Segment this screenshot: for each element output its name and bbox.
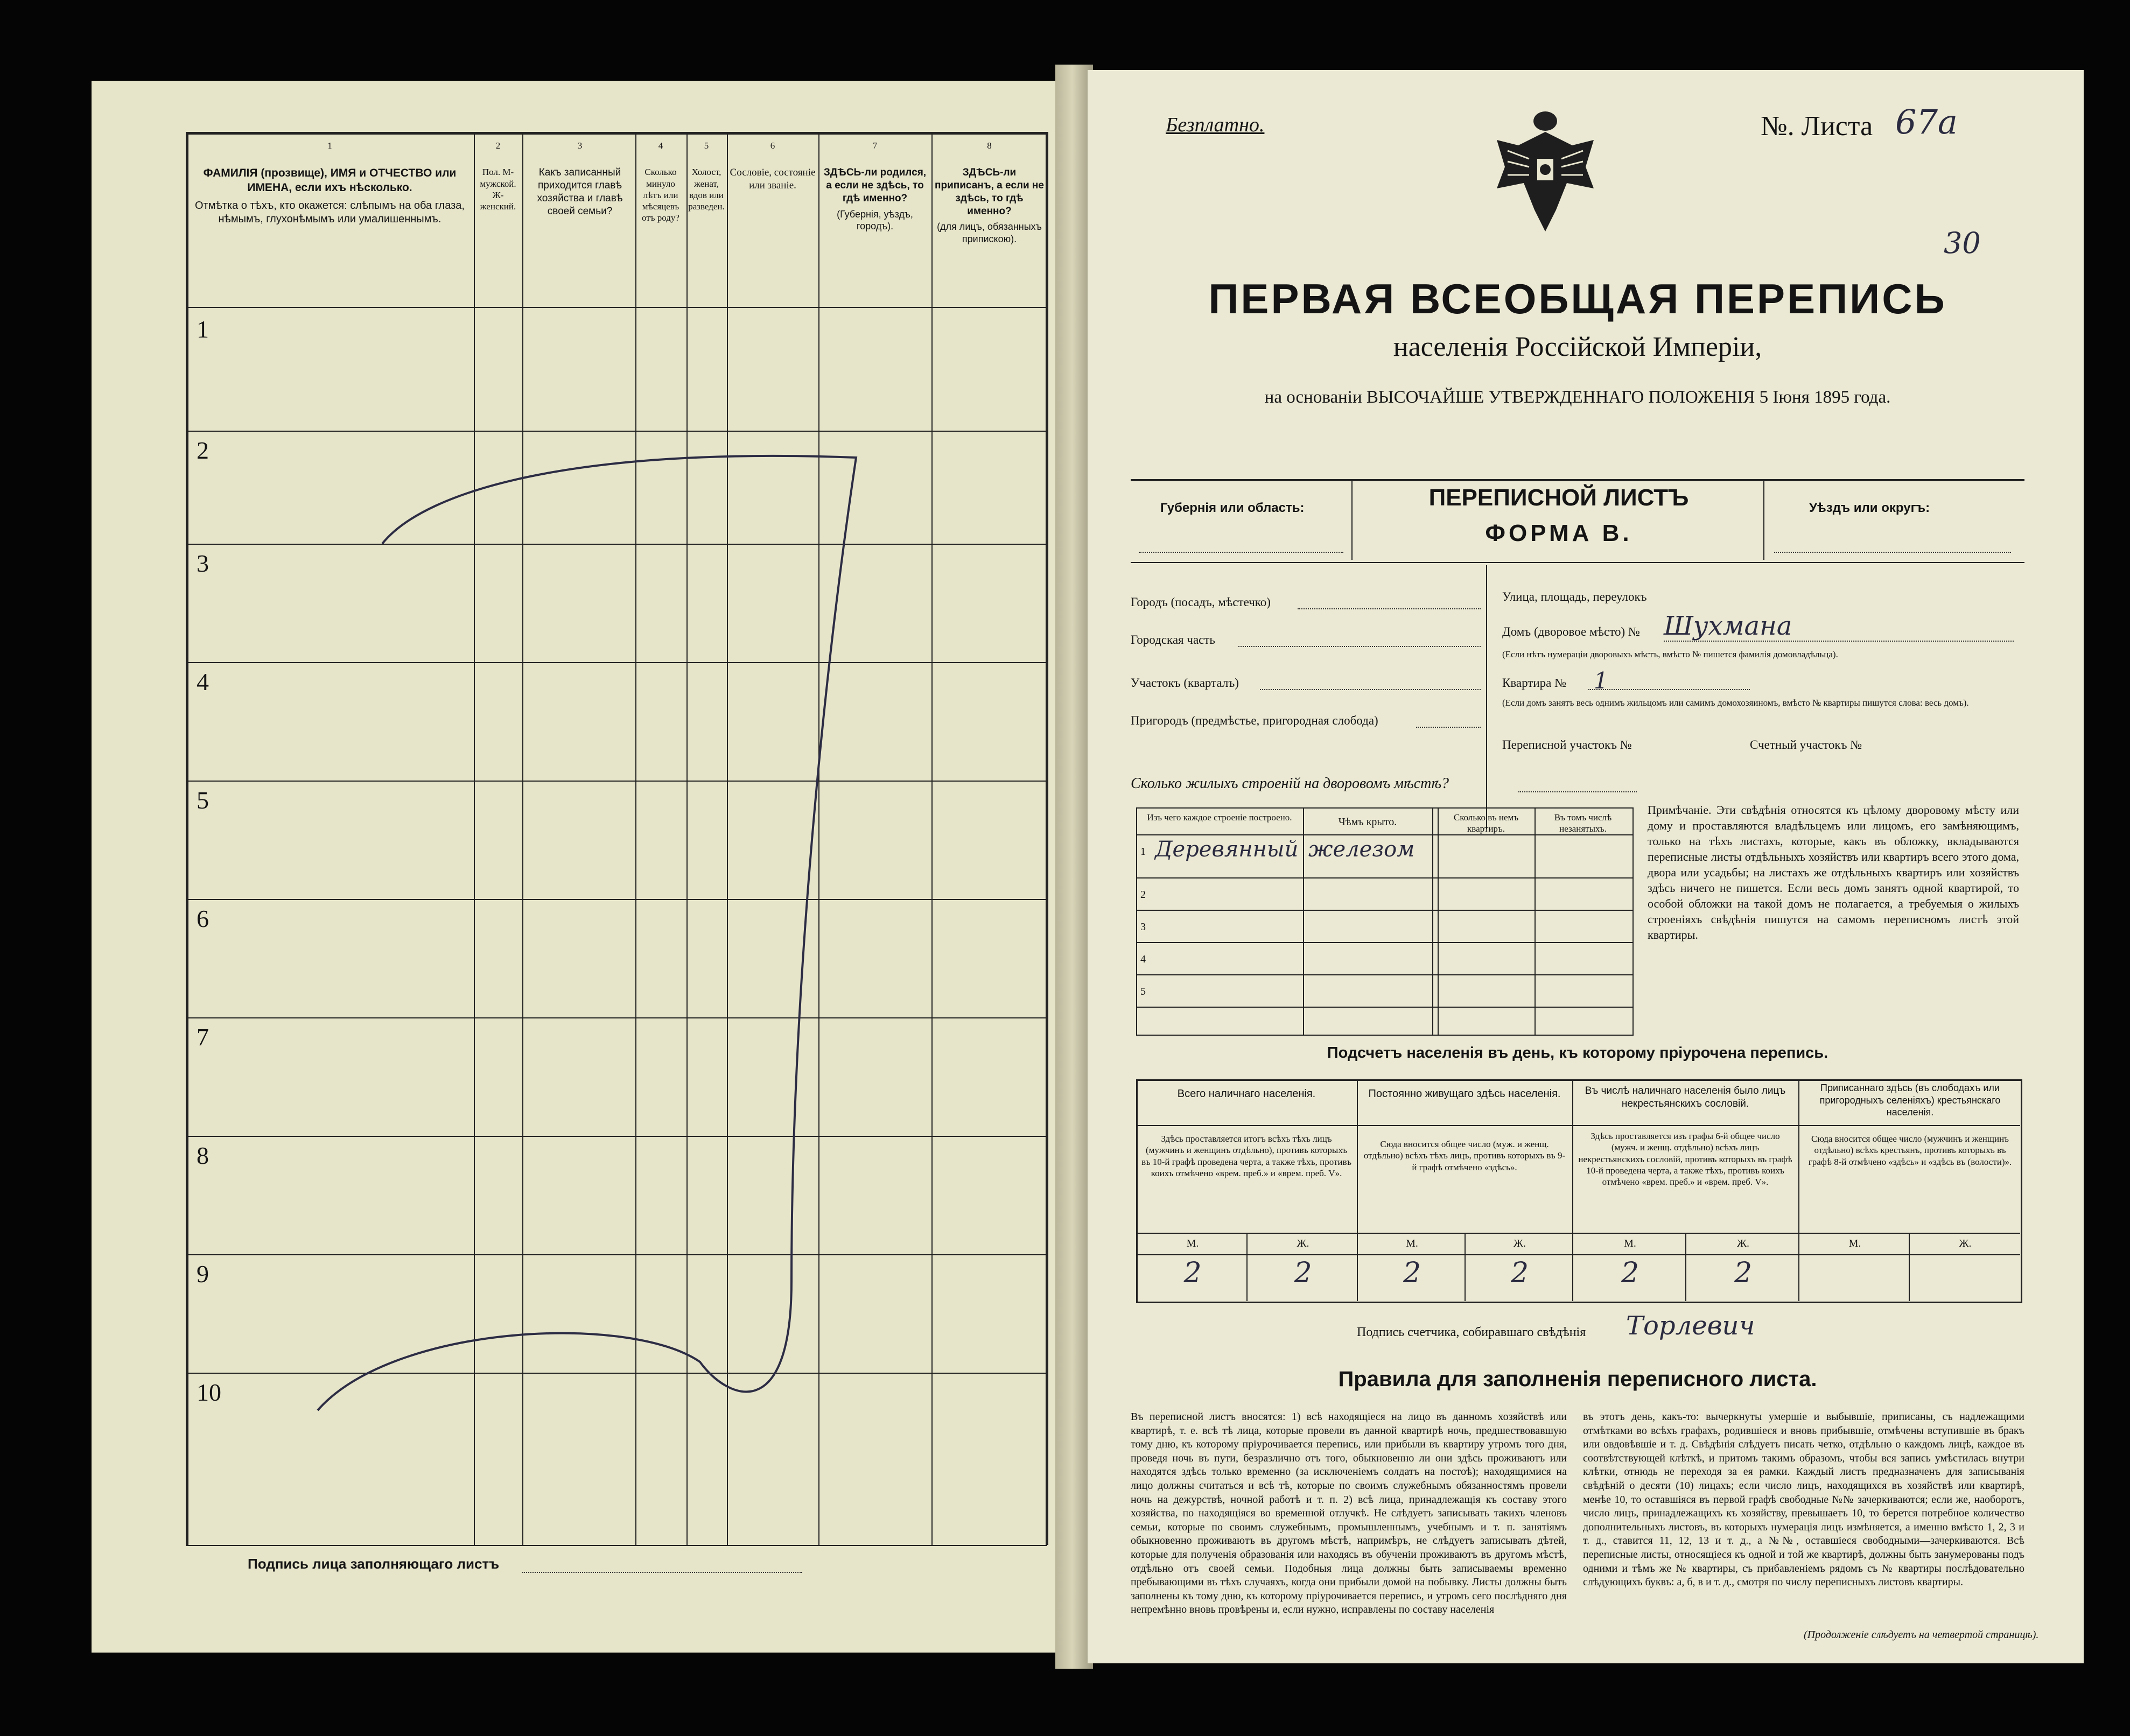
sex-label-m: М. <box>1186 1238 1199 1249</box>
field-line <box>1588 689 1750 690</box>
sex-label-f: Ж. <box>1514 1238 1526 1249</box>
buildings-row-roof: железом <box>1308 837 1415 862</box>
buildings-row-number: 3 <box>1140 921 1146 933</box>
divider <box>1351 481 1353 560</box>
district-line <box>1774 552 2011 553</box>
signature-label: Подпись лица заполняющаго листъ <box>248 1556 500 1572</box>
row-number: 8 <box>197 1142 209 1169</box>
field-city: Городъ (посадъ, мѣстечко) <box>1131 595 1271 609</box>
divider <box>1136 974 1632 975</box>
row-number: 7 <box>197 1023 209 1051</box>
sex-label-m: М. <box>1848 1238 1861 1249</box>
divider <box>1465 1233 1466 1301</box>
buildings-row-number: 4 <box>1140 953 1146 965</box>
continuation-note: (Продолженіе слѣдуетъ на четвертой страницѣ). <box>1804 1629 2039 1641</box>
count-value: 2 <box>1734 1257 1753 1289</box>
buildings-col-material: Изъ чего каждое строеніе построено. <box>1147 812 1292 823</box>
divider <box>1798 1079 1799 1301</box>
count-value: 2 <box>1294 1257 1312 1289</box>
row-number: 3 <box>197 550 209 577</box>
buildings-row-number: 5 <box>1140 986 1146 997</box>
divider <box>1486 565 1487 829</box>
field-line <box>1298 608 1481 609</box>
rules-title: Правила для заполненія переписного листа. <box>1338 1367 1817 1391</box>
archive-number: 30 <box>1944 226 1981 260</box>
divider <box>1136 1254 2020 1255</box>
signature-line <box>522 1572 802 1573</box>
district-label: Уѣздъ или округъ: <box>1809 501 1930 515</box>
counter-signature-value: Торлевич <box>1626 1311 1755 1341</box>
divider <box>1246 1233 1248 1301</box>
form-name: ФОРМА В. <box>1485 520 1632 546</box>
page-title: ПЕРВАЯ ВСЕОБЩАЯ ПЕРЕПИСЬ <box>1208 275 1947 322</box>
sex-label-f: Ж. <box>1737 1238 1749 1249</box>
count-value: 2 <box>1621 1257 1639 1289</box>
col-header-7: 7 ЗДѢСЬ-ли родился, а если не здѣсь, то гдѣ именно? (Губернія, уѣздъ, городъ). <box>823 140 927 231</box>
sex-label-m: М. <box>1406 1238 1418 1249</box>
rules-left-column: Въ переписной листъ вносятся: 1) всѣ находящіеся на лицо въ данномъ хозяйствѣ или квартирѣ, т. е. всѣ тѣ лица, которые провели въ данной квартирѣ ночь, предшествовавшую тому дню, къ которому пріурочивается перепись, или прибыли въ квартиру утромъ того дня, проведя ночь въ пути, безразлично отъ того, обыкновенно ли они здѣсь проживаютъ или находятся здѣсь только временно (за исключеніемъ солдатъ на постоѣ); находящимися на лицо должны считаться и всѣ тѣ, которые по своимъ служебнымъ обязанностямъ провели ночь на дежурствѣ, ночной работѣ и т. п. 2) всѣ лица, принадлежащія къ составу этого хозяйства, по находящіяся во временной отлучкѣ. Не слѣдуетъ записывать такихъ членовъ семьи, которые по своимъ служебнымъ, промышленнымъ, учебнымъ и т. п. занятіямъ обыкновенно проживаютъ въ другомъ мѣстѣ, напримѣръ, не слѣдуетъ записывать дѣтей, которые для полученія образованія или находясь въ обученіи проживаютъ въ другомъ мѣстѣ, отдѣльно отъ своей семьи. Подобныя лица должны быть записываемы временно пребывающими въ тѣхъ случаяхъ, когда они прибыли домой на побывку. Листы должны быть заполнены къ тому дню, къ которому пріурочивается перепись, и утромъ сего послѣдняго дня непремѣнно вновь провѣрены и, если нужно, исправлены по составу населенія <box>1131 1411 1567 1616</box>
buildings-col-roof: Чѣмъ крыто. <box>1338 816 1397 828</box>
count-desc-total: Здѣсь проставляется итогъ всѣхъ тѣхъ лицъ (мужчинъ и женщинъ отдѣльно), противъ которыхъ въ 10-й графѣ проведена черта, а также тѣхъ, противъ коихъ отмѣчено «врем. преб.» и «врем. преб. V». <box>1141 1134 1351 1178</box>
field-city-part: Городская часть <box>1131 633 1215 646</box>
col-header-6: 6 Сословіе, состояніе или званіе. <box>730 140 816 191</box>
divider <box>1136 877 1632 878</box>
divider <box>1136 1125 2020 1126</box>
field-line <box>1664 641 2014 642</box>
col-header-8: 8 ЗДѢСЬ-ли приписанъ, а если не здѣсь, то гдѣ именно? (для лицъ, обязанныхъ припискою). <box>935 140 1044 244</box>
form-title: ПЕРЕПИСНОЙ ЛИСТЪ <box>1428 484 1689 511</box>
count-desc-permanent: Сюда вносится общее число (муж. и женщ. отдѣльно) всѣхъ тѣхъ лицъ, противъ которыхъ въ 9-й графѣ отмѣчено «здѣсь». <box>1363 1139 1566 1172</box>
row-number: 4 <box>197 668 209 695</box>
sex-label-f: Ж. <box>1297 1238 1309 1249</box>
divider <box>1357 1079 1358 1301</box>
col-header-2: 2 Пол. М-мужской. Ж-женский. <box>480 140 516 212</box>
divider <box>1535 807 1536 1035</box>
sheet-number-value: 67а <box>1895 102 1958 142</box>
counter-signature-label: Подпись счетчика, собиравшаго свѣдѣнія <box>1357 1325 1586 1339</box>
province-label: Губернія или область: <box>1160 501 1305 515</box>
count-desc-peasant: Сюда вносится общее число (мужчинъ и женщинъ отдѣльно) всѣхъ крестьянъ, противъ которыхъ въ графѣ 8-й отмѣчено «здѣсь» и «здѣсь въ (волости)». <box>1808 1134 2012 1167</box>
count-desc-non-peasant: Здѣсь проставляется изъ графы 6-й общее число (мужч. и женщ. отдѣльно) всѣхъ лицъ некрестьянскихъ сословій, противъ которыхъ въ графѣ 10-й проведена черта, а также тѣхъ, противъ коихъ отмѣчено «врем. преб.» и «врем. преб. V». <box>1578 1131 1792 1187</box>
right-page <box>1088 70 2084 1663</box>
divider <box>1136 942 1632 943</box>
buildings-col-apartments: Сколько въ немъ квартиръ. <box>1453 812 1519 834</box>
field-quarter: Участокъ (кварталъ) <box>1131 676 1239 690</box>
col-header-3: 3 Какъ записанный приходится главѣ хозяйства и главѣ своей семьи? <box>537 140 623 217</box>
count-value: 2 <box>1183 1257 1202 1289</box>
buildings-note: Примѣчаніе. Эти свѣдѣнія относятся къ цѣлому дворовому мѣсту или дому и проставляются владѣльцемъ или лицомъ, его замѣняющимъ, только на тѣхъ листахъ, которые, какъ въ обложку, вкладываются переписные листы отдѣльныхъ хозяйствъ или квартиръ всего этого дома, двора или усадьбы; на листахъ же отдѣльныхъ квартиръ или хозяйствъ здѣсь ничего не пишется. Если весь домъ занятъ одной квартирой, то особой обложки на такой домъ не полагается, а требуемыя о жилыхъ строеніяхъ свѣдѣнія пишутся на самомъ переписномъ листѣ этой квартиры. <box>1648 803 2019 942</box>
field-line <box>1416 727 1481 728</box>
divider <box>1136 1233 2020 1234</box>
basis-line: на основаніи ВЫСОЧАЙШЕ УТВЕРЖДЕННАГО ПОЛОЖЕНІЯ 5 Іюня 1895 года. <box>1264 388 1891 407</box>
field-line <box>1238 646 1481 647</box>
row-number: 5 <box>197 786 209 814</box>
row-number: 10 <box>197 1379 221 1406</box>
col-header-5: 5 Холост, женат, вдов или разведен. <box>688 140 725 212</box>
field-line <box>1260 689 1481 690</box>
free-label: Безплатно. <box>1166 114 1265 136</box>
count-col-permanent: Постоянно живущаго здѣсь населенія. <box>1368 1088 1561 1100</box>
row-number: 9 <box>197 1260 209 1288</box>
buildings-row-number: 1 <box>1140 846 1146 858</box>
handwritten-strike-mark <box>92 81 1061 1653</box>
street-label: Улица, площадь, переулокъ <box>1502 590 1647 603</box>
divider <box>1763 481 1764 560</box>
house-value: Шухмана <box>1664 611 1792 641</box>
divider <box>1136 910 1632 911</box>
buildings-row-number: 2 <box>1140 889 1146 901</box>
row-number: 6 <box>197 905 209 932</box>
count-col-total: Всего наличнаго населенія. <box>1177 1088 1316 1100</box>
divider <box>1909 1233 1910 1301</box>
divider <box>1572 1079 1573 1301</box>
sex-label-f: Ж. <box>1959 1238 1972 1249</box>
left-page <box>92 81 1061 1653</box>
col-header-4: 4 Сколько минуло лѣтъ или мѣсяцевъ отъ роду? <box>642 140 679 223</box>
row-number: 1 <box>197 315 209 343</box>
field-line <box>1518 791 1637 792</box>
province-line <box>1139 552 1343 553</box>
house-label: Домъ (дворовое мѣсто) № <box>1502 625 1640 638</box>
buildings-question: Сколько жилыхъ строеній на дворовомъ мѣстѣ? <box>1131 775 1449 792</box>
apartment-note: (Если домъ занятъ весь однимъ жильцомъ или самимъ домохозяиномъ, вмѣсто № квартиры пишутся слова: весь домъ). <box>1502 698 1969 708</box>
row-number: 2 <box>197 437 209 464</box>
apartment-value: 1 <box>1594 667 1608 694</box>
count-title: Подсчетъ населенія въ день, къ которому пріурочена перепись. <box>1327 1044 1828 1062</box>
house-note: (Если нѣтъ нумерацiи дворовыхъ мѣстъ, вмѣсто № пишется фамилiя домовладѣльца). <box>1502 649 1838 659</box>
count-col-peasant: Приписаннаго здѣсь (въ слободахъ или пригородныхъ селеніяхъ) крестьянскаго населенія. <box>1819 1083 2001 1117</box>
count-col-non-peasant: Въ числѣ наличнаго населенія было лицъ некрестьянскихъ сословій. <box>1585 1085 1786 1109</box>
apartment-label: Квартира № <box>1502 676 1567 690</box>
buildings-row-material: Деревянный <box>1155 837 1299 862</box>
rules-right-column: въ этотъ день, какъ-то: вычеркнуты умершіе и выбывшіе, приписаны, съ надлежащими отмѣтками во всѣхъ графахъ, родившіеся и вновь прибывшіе, отмѣчены вступившіе въ бракъ или овдовѣвшіе и т. д. Свѣдѣнія слѣдуетъ писать четко, отдѣльно о каждомъ лицѣ, каждое въ соотвѣтствующей клѣткѣ, и притомъ такимъ образомъ, чтобы вся запись умѣстилась внутри клѣтки, отнюдь не переходя за ея рамки. Каждый листъ предназначенъ для записыванія свѣдѣній о десяти (10) лицахъ; если число лицъ, находящихся въ хозяйствѣ или квартирѣ, менѣе 10, то оставшіяся въ первой графѣ свободные №№ зачеркиваются; если же, наоборотъ, число лицъ, принадлежащихъ къ хозяйству, превышаетъ 10, то берется потребное количество дополнительныхъ листовъ, въ которыхъ нумерація лицъ измѣняется, а именно вмѣсто 1, 2, 3 и т. д., ставится 11, 12, 13 и т. д., а №№, оставшіеся свободными—зачеркиваются. Всѣ переписные листы, относящіеся къ одной и той же квартирѣ, должны быть занумерованы подъ одними и тѣмъ же № квартиры, съ прибавленіемъ рядомъ съ № квартиры послѣдовательно слѣдующихъ буквъ: а, б, в и т. д., смотря по числу переписныхъ листовъ квартиры. <box>1583 1411 2024 1589</box>
divider <box>1438 807 1439 1035</box>
census-district-label: Переписной участокъ № <box>1502 738 1632 751</box>
divider <box>1136 1007 1632 1008</box>
page-subtitle: населенія Россійской Имперіи, <box>1393 332 1762 362</box>
imperial-eagle-icon <box>1486 108 1604 237</box>
buildings-col-vacant: Въ томъ числѣ незанятыхъ. <box>1554 812 1612 834</box>
count-value: 2 <box>1510 1257 1529 1289</box>
divider <box>1685 1233 1686 1301</box>
count-value: 2 <box>1403 1257 1421 1289</box>
col-header-1: 1 ФАМИЛІЯ (прозвище), ИМЯ и ОТЧЕСТВО или ИМЕНА, если ихъ нѣсколько. Отмѣтка о тѣхъ, кто окажется: слѣпымъ на оба глаза, нѣмымъ, глухонѣмымъ или умалишеннымъ. <box>195 140 465 225</box>
sex-label-m: М. <box>1624 1238 1636 1249</box>
divider <box>1303 807 1304 1035</box>
field-suburb: Пригородъ (предмѣстье, пригородная слобода) <box>1131 714 1378 727</box>
divider <box>1432 807 1433 1035</box>
sheet-number-label: №. Листа <box>1761 111 1873 142</box>
counting-district-label: Счетный участокъ № <box>1750 738 1862 751</box>
